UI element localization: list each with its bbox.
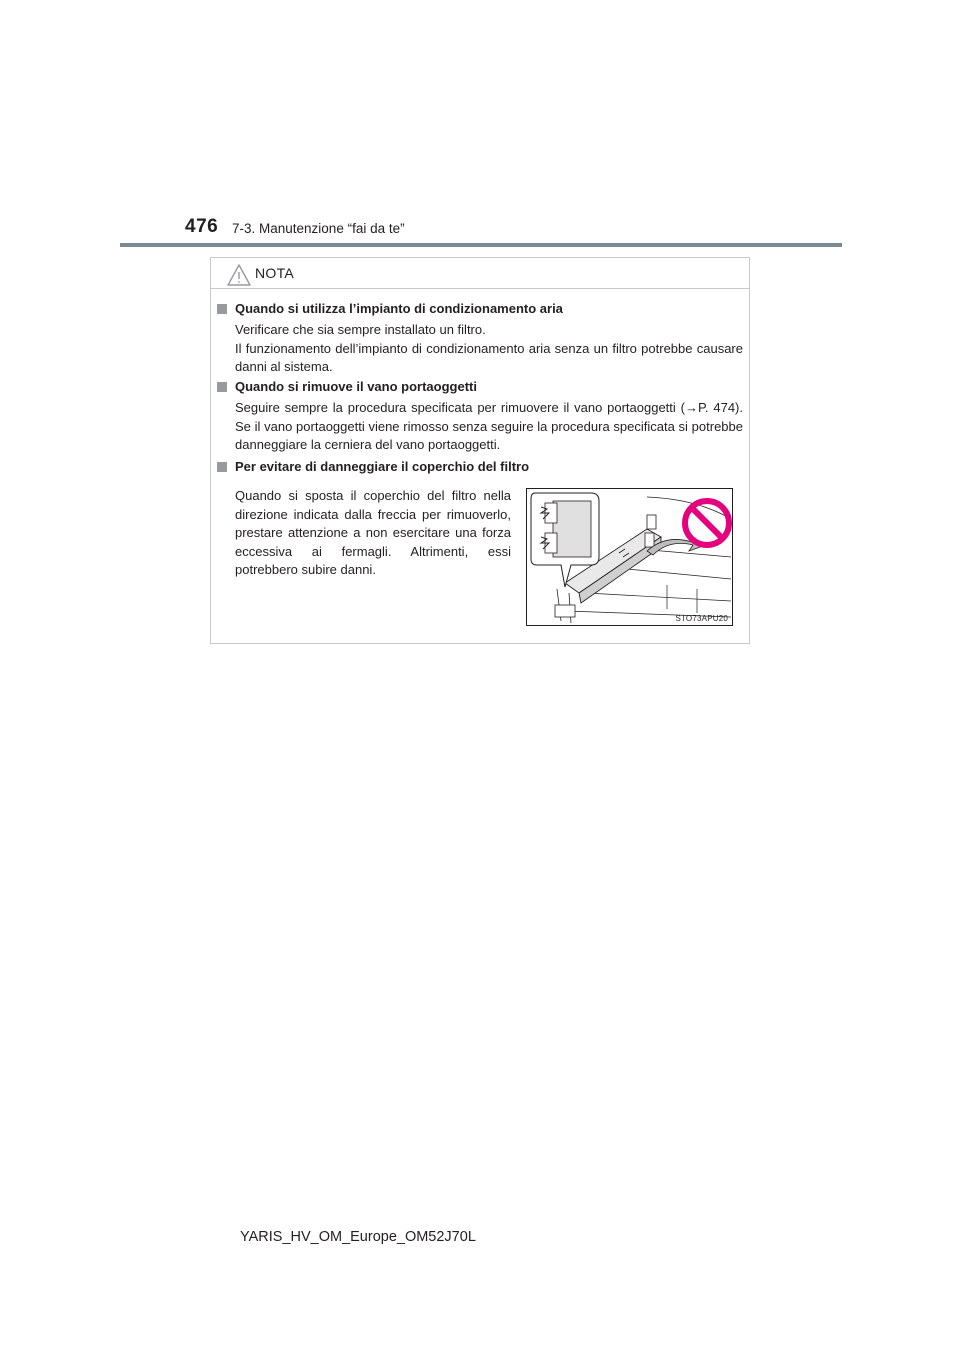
note-item-glove-box [217,378,743,455]
item-body [217,399,743,455]
item-heading: Per evitare di danneggiare il coperchio del filtro [217,458,743,476]
item-heading: Quando si utilizza l’impianto di condizionamento aria [217,300,743,318]
note-item-air-conditioning [217,300,743,377]
page-number: 476 [185,216,219,237]
item-line: Verificare che sia sempre installato un filtro. [235,322,486,337]
item-line: Quando si sposta il coperchio del filtro nella direzione indicata dalla freccia per rimuoverlo, prestare attenzione a non esercitare una forza eccessiva ai fermagli. Altrimenti, essi potrebbero subire danni. [235,488,511,577]
item-line: Seguire sempre la procedura specificata per rimuovere il vano portaoggetti (→P. 474). Se il vano portaoggetti viene rimosso senza seguire la procedura specificata si potrebbe danneggiare la cerniera del vano portaoggetti. [235,400,743,452]
note-box [210,257,750,644]
footer-doc-id: YARIS_HV_OM_Europe_OM52J70L [240,1229,476,1245]
item-line: Il funzionamento dell’impianto di condizionamento aria senza un filtro potrebbe causare danni al sistema. [235,340,743,374]
item-body [217,321,743,377]
item-heading: Quando si rimuove il vano portaoggetti [217,378,743,396]
square-bullet-icon [217,382,227,392]
filter-cover-drawing [527,489,732,625]
filter-cover-illustration [526,488,733,626]
illustration-code: STO73APU20 [675,614,728,623]
note-label: NOTA [255,265,295,281]
item-body [217,487,511,580]
section-title: 7-3. Manutenzione “fai da te” [232,221,405,236]
header-rule [120,243,842,247]
warning-icon [227,264,251,286]
note-header [211,258,749,289]
square-bullet-icon [217,462,227,472]
square-bullet-icon [217,304,227,314]
